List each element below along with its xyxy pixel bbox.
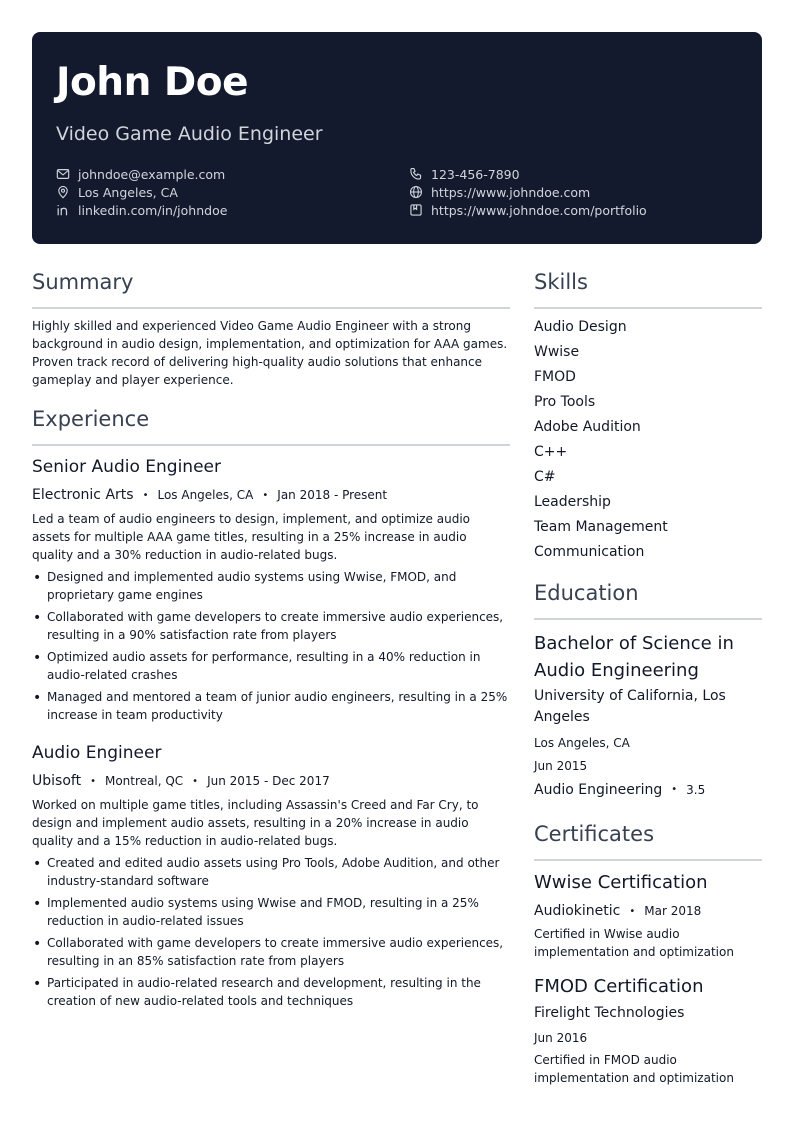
job-dates: Jun 2015 - Dec 2017 bbox=[207, 774, 330, 788]
certificate-date: Mar 2018 bbox=[644, 904, 702, 918]
location-icon bbox=[56, 185, 70, 199]
job-location: Montreal, QC bbox=[104, 774, 184, 788]
mail-icon bbox=[56, 167, 70, 181]
skill-item: Wwise bbox=[534, 344, 580, 360]
skill-item: FMOD bbox=[534, 369, 576, 385]
summary-divider bbox=[32, 307, 510, 309]
experience-divider bbox=[32, 444, 510, 446]
skill-item: Communication bbox=[534, 544, 645, 560]
skill-item: Adobe Audition bbox=[534, 419, 641, 435]
experience-heading: Experience bbox=[32, 407, 150, 431]
summary-text: Highly skilled and experienced Video Game Audio Engineer with a strong background in audio design, implementation, and optimization for AAA games. Proven track record of delivering high-quality audio solutions that enhance gameplay and player experience. bbox=[32, 319, 508, 387]
contact-linkedin[interactable] bbox=[56, 201, 227, 219]
certificate-title: Wwise Certification bbox=[534, 872, 708, 893]
certificate-issuer: Audiokinetic bbox=[534, 903, 621, 919]
contact-phone[interactable] bbox=[409, 165, 520, 183]
summary-heading: Summary bbox=[32, 270, 134, 294]
education-field: Audio Engineering bbox=[534, 781, 663, 798]
separator-dot: • bbox=[90, 775, 96, 787]
education-date: Jun 2015 bbox=[534, 759, 588, 773]
education-heading: Education bbox=[534, 581, 639, 605]
separator-dot: • bbox=[629, 905, 636, 917]
contact-email[interactable] bbox=[56, 165, 225, 183]
phone-icon bbox=[409, 167, 423, 181]
linkedin-text: linkedin.com/in/johndoe bbox=[78, 202, 228, 218]
list-item: • Created and edited audio assets using Pro Tools, Adobe Audition, and other industry-standard software bbox=[32, 854, 512, 890]
certificate-meta bbox=[534, 901, 701, 921]
job-location: Los Angeles, CA bbox=[157, 488, 254, 502]
education-degree: Bachelor of Science in Audio Engineering bbox=[534, 633, 734, 681]
contact-location bbox=[56, 183, 178, 201]
candidate-name: John Doe bbox=[56, 60, 249, 105]
job-meta bbox=[32, 486, 387, 504]
job-title: Senior Audio Engineer bbox=[32, 457, 221, 477]
portfolio-icon bbox=[409, 203, 423, 217]
list-item: • Participated in audio-related research and development, resulting in the creation of new audio-related tools and techniques bbox=[32, 974, 512, 1010]
job-bullets bbox=[32, 568, 512, 728]
email-text: johndoe@example.com bbox=[78, 166, 226, 182]
list-item: • Implemented audio systems using Wwise and FMOD, resulting in a 25% reduction in audio-related issues bbox=[32, 894, 512, 930]
education-field-row bbox=[534, 779, 705, 800]
website-text: https://www.johndoe.com bbox=[431, 184, 591, 200]
education-gpa: 3.5 bbox=[686, 782, 706, 797]
list-item: • Collaborated with game developers to create immersive audio experiences, resulting in an 85% satisfaction rate from players bbox=[32, 934, 512, 970]
skill-item: Leadership bbox=[534, 494, 611, 510]
separator-dot: • bbox=[142, 489, 149, 501]
job-bullets bbox=[32, 854, 512, 1014]
job-company: Electronic Arts bbox=[32, 487, 134, 503]
contact-portfolio[interactable] bbox=[409, 201, 647, 219]
location-text: Los Angeles, CA bbox=[78, 184, 178, 200]
certificate-description: Certified in Wwise audio implementation and optimization bbox=[534, 927, 734, 959]
candidate-title: Video Game Audio Engineer bbox=[56, 123, 323, 145]
phone-text: 123-456-7890 bbox=[431, 166, 520, 182]
job-company: Ubisoft bbox=[32, 773, 82, 789]
linkedin-icon bbox=[56, 203, 70, 217]
job-description: Worked on multiple game titles, including Assassin's Creed and Far Cry, to design and implement audio assets, resulting in a 20% increase in audio quality and a 15% reduction in audio-related bugs. bbox=[32, 798, 479, 848]
header-banner bbox=[32, 32, 762, 244]
list-item: • Optimized audio assets for performance, resulting in a 40% reduction in audio-related crashes bbox=[32, 648, 512, 684]
certificates-divider bbox=[534, 859, 762, 861]
skills-divider bbox=[534, 307, 762, 309]
skill-item: Audio Design bbox=[534, 319, 627, 335]
list-item: • Managed and mentored a team of junior audio engineers, resulting in a 25% increase in team productivity bbox=[32, 688, 512, 724]
separator-dot: • bbox=[192, 775, 199, 787]
skill-item: C# bbox=[534, 469, 556, 485]
certificate-date: Jun 2016 bbox=[534, 1031, 588, 1045]
skills-list bbox=[534, 317, 668, 567]
job-meta bbox=[32, 772, 330, 790]
job-title: Audio Engineer bbox=[32, 743, 162, 763]
portfolio-text: https://www.johndoe.com/portfolio bbox=[431, 202, 647, 218]
contact-website[interactable] bbox=[409, 183, 590, 201]
certificate-issuer: Firelight Technologies bbox=[534, 1005, 685, 1021]
separator-dot: • bbox=[262, 489, 269, 501]
education-location: Los Angeles, CA bbox=[534, 736, 630, 750]
skills-heading: Skills bbox=[534, 270, 588, 294]
job-dates: Jan 2018 - Present bbox=[277, 488, 388, 502]
job-description: Led a team of audio engineers to design, implement, and optimize audio assets for multiple AAA game titles, resulting in a 25% increase in audio quality and a 30% reduction in audio-related bugs. bbox=[32, 512, 470, 562]
certificates-heading: Certificates bbox=[534, 822, 655, 846]
globe-icon bbox=[409, 185, 423, 199]
separator-dot: • bbox=[671, 784, 678, 795]
skill-item: Team Management bbox=[534, 519, 668, 535]
certificate-description: Certified in FMOD audio implementation and optimization bbox=[534, 1053, 734, 1085]
list-item: • Collaborated with game developers to create immersive audio experiences, resulting in a 90% satisfaction rate from players bbox=[32, 608, 512, 644]
list-item: • Designed and implemented audio systems using Wwise, FMOD, and proprietary game engines bbox=[32, 568, 512, 604]
education-divider bbox=[534, 618, 762, 620]
education-school: University of California, Los Angeles bbox=[534, 688, 726, 725]
skill-item: Pro Tools bbox=[534, 394, 596, 410]
certificate-title: FMOD Certification bbox=[534, 976, 704, 997]
skill-item: C++ bbox=[534, 444, 568, 460]
